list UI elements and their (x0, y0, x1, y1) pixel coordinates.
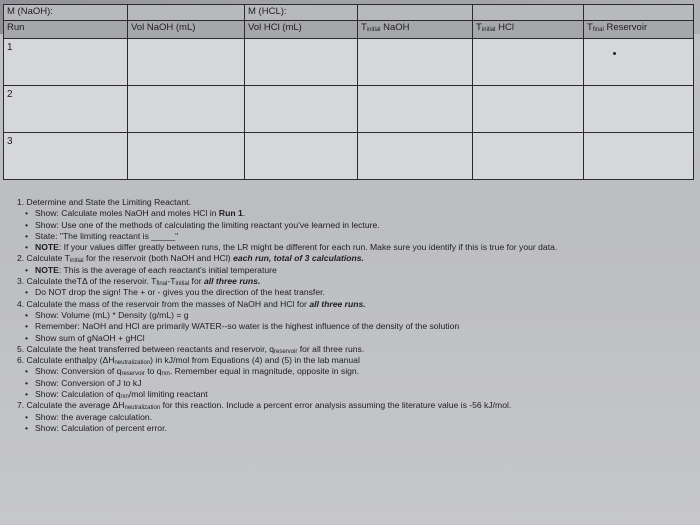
subscript: rxn (120, 394, 129, 401)
run-row (4, 39, 694, 86)
text: for (189, 276, 204, 287)
note-label: NOTE (35, 242, 59, 253)
col-header-t-final-reservoir (584, 21, 694, 39)
reservoir-label: Reservoir (606, 22, 648, 33)
text: 5. Calculate the heat transferred between reactants and reservoir, q (17, 343, 275, 354)
final-subscript: final (592, 27, 604, 33)
instruction-6a (17, 366, 693, 377)
note-label: NOTE (35, 264, 59, 275)
t-initial-naoh-cell[interactable] (358, 39, 473, 86)
text: . (242, 208, 246, 219)
text: Show: Calculate moles NaOH and moles HCl in (35, 208, 219, 219)
col-header-vol-hcl: Vol HCl (mL) (245, 21, 358, 39)
instruction-7 (17, 400, 693, 411)
instruction-6 (17, 355, 693, 366)
instruction-3a: • Do NOT drop the sign! The + or - gives you the direction of the heat transfer. (17, 287, 693, 298)
run-row (4, 133, 694, 180)
t-symbol: T (587, 22, 593, 33)
t-final-reservoir-cell[interactable] (584, 86, 694, 133)
vol-naoh-cell[interactable] (128, 133, 245, 180)
subscript: final (156, 281, 168, 288)
blank-cell (473, 5, 584, 21)
run-number: 3 (4, 133, 128, 180)
molarity-row (4, 5, 694, 21)
text: -T (167, 276, 176, 287)
vol-naoh-cell[interactable] (128, 86, 245, 133)
subscript: neutralization (114, 360, 151, 367)
vol-hcl-cell[interactable] (245, 133, 358, 180)
col-header-t-initial-hcl (473, 21, 584, 39)
pen-mark (613, 52, 616, 55)
vol-hcl-cell[interactable] (245, 86, 358, 133)
run-row (4, 86, 694, 133)
text: 4. Calculate the mass of the reservoir from the masses of NaOH and HCl for (17, 298, 310, 309)
text: to q (144, 366, 162, 377)
t-initial-hcl-cell[interactable] (473, 39, 584, 86)
t-initial-naoh-cell[interactable] (358, 86, 473, 133)
instruction-4c: • Show sum of gNaOH + gHCl (17, 333, 693, 344)
data-table (3, 4, 694, 180)
text: for the reservoir (both NaOH and HCl) (83, 253, 234, 264)
instruction-4 (17, 299, 693, 310)
text: 7. Calculate the average ΔH (17, 400, 125, 411)
instruction-3 (17, 276, 693, 287)
molarity-naoh-value (128, 5, 245, 21)
naoh-label: NaOH (383, 22, 410, 33)
initial-subscript: initial (366, 27, 381, 33)
initial-subscript: initial (481, 27, 496, 33)
run-number: 2 (4, 86, 128, 133)
instruction-7a: • Show: the average calculation. (17, 412, 693, 423)
text: : This is the average of each reactant's initial temperature (58, 264, 277, 275)
instruction-1a (17, 208, 693, 219)
molarity-naoh-label: M (NaOH): (4, 5, 128, 21)
vol-hcl-cell[interactable] (245, 39, 358, 86)
col-header-t-initial-naoh (358, 21, 473, 39)
subscript: rxn (161, 371, 170, 378)
instruction-4b: • Remember: NaOH and HCl are primarily WATER--so water is the highest influence of the density of the solution (17, 321, 693, 332)
emphasis: all three runs. (203, 276, 261, 287)
subscript: reservoir (121, 371, 145, 378)
col-header-vol-naoh: Vol NaOH (mL) (128, 21, 245, 39)
text: for this reaction. Include a percent error analysis assuming the literature value is -56 kJ/mol. (160, 400, 512, 411)
t-symbol: T (361, 22, 367, 33)
t-final-reservoir-cell[interactable] (584, 39, 694, 86)
instruction-1c: • State: "The limiting reactant is _____" (17, 231, 693, 242)
emphasis: each run, total of 3 calculations. (233, 253, 364, 264)
text: Show: Conversion of q (35, 366, 122, 377)
emphasis: Run 1 (218, 208, 243, 219)
text: . Remember equal in magnitude, opposite in sign. (169, 366, 360, 377)
subscript: neutralization (124, 405, 161, 412)
instruction-5 (17, 344, 693, 355)
text: : If your values differ greatly between runs, the LR might be different for each run. Make sure you identify if this is true for your data. (58, 242, 558, 253)
molarity-hcl-value (358, 5, 473, 21)
vol-naoh-cell[interactable] (128, 39, 245, 86)
text: for all three runs. (297, 343, 365, 354)
instruction-1: 1. Determine and State the Limiting Reactant. (17, 197, 191, 207)
blank-cell (584, 5, 694, 21)
emphasis: all three runs. (309, 298, 366, 309)
text: 2. Calculate T (17, 253, 70, 264)
hcl-label: HCl (498, 22, 514, 33)
instruction-2 (17, 253, 693, 264)
t-symbol: T (476, 22, 482, 33)
instruction-6b: • Show: Conversion of J to kJ (17, 378, 693, 389)
t-initial-hcl-cell[interactable] (473, 133, 584, 180)
subscript: reservoir (274, 348, 298, 355)
col-header-run: Run (4, 21, 128, 39)
text: /mol limiting reactant (128, 389, 208, 400)
t-initial-hcl-cell[interactable] (473, 86, 584, 133)
instruction-2a (17, 265, 693, 276)
text: 3. Calculate theTΔ of the reservoir. T (17, 276, 157, 287)
subscript: initial (175, 281, 190, 288)
instruction-1b: • Show: Use one of the methods of calculating the limiting reactant you've learned in lecture. (17, 220, 693, 231)
subscript: initial (69, 258, 84, 265)
column-header-row (4, 21, 694, 39)
t-initial-naoh-cell[interactable] (358, 133, 473, 180)
instruction-4a: • Show: Volume (mL) * Density (g/mL) = g (17, 310, 693, 321)
instructions (17, 197, 693, 434)
instruction-1d (17, 242, 693, 253)
run-number: 1 (4, 39, 128, 86)
instruction-7b: • Show: Calculation of percent error. (17, 423, 693, 434)
t-final-reservoir-cell[interactable] (584, 133, 694, 180)
molarity-hcl-label: M (HCL): (245, 5, 358, 21)
text: ) in kJ/mol from Equations (4) and (5) in the lab manual (150, 355, 360, 366)
instruction-6c (17, 389, 693, 400)
text: 6. Calculate enthalpy (ΔH (17, 355, 115, 366)
text: Show: Calculation of q (35, 389, 121, 400)
